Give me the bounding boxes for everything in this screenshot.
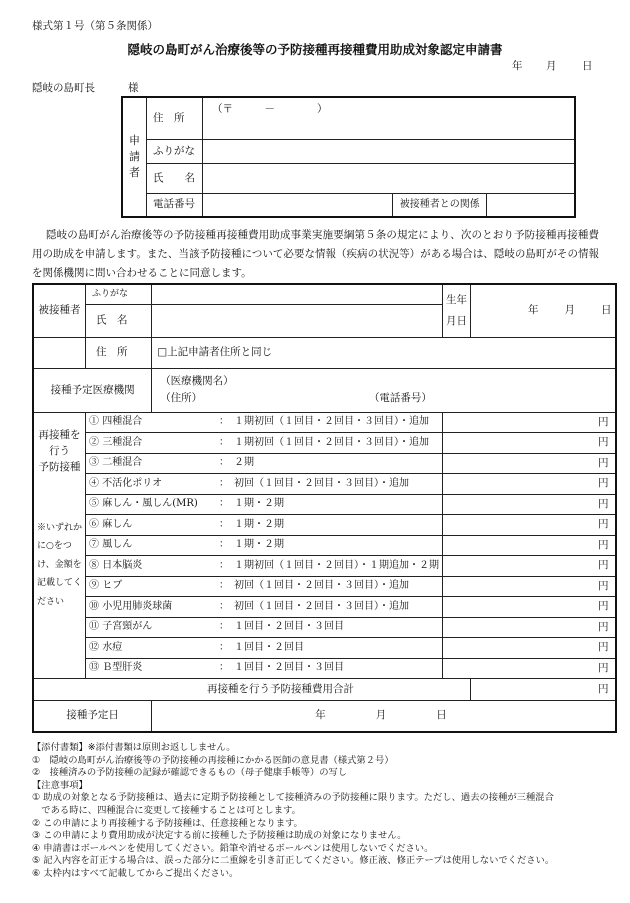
recipient-furigana-label: ふりがな (86, 284, 152, 304)
vaccine-row (33, 638, 616, 659)
vaccine-name: ⑪ 子宮頸がん (89, 621, 153, 633)
birthdate-label (443, 284, 471, 337)
vaccine-name: ⑦ 風しん (89, 539, 133, 551)
vaccine-note-line: ※いずれか (37, 522, 83, 533)
scheduled-date-label: 接種予定日 (33, 701, 152, 732)
scheduled-month-unit: 月 (375, 709, 387, 722)
vaccine-unit: 円 (598, 456, 609, 469)
scheduled-day-unit: 日 (436, 709, 447, 722)
institution-field[interactable] (152, 368, 616, 412)
main-form-table (32, 283, 617, 733)
recipient-name-field[interactable] (152, 304, 443, 337)
vaccine-amount-field[interactable] (443, 556, 616, 577)
applicant-phone-field[interactable] (202, 193, 392, 217)
same-address-checkbox[interactable]: □上記申請者住所と同じ (157, 346, 273, 359)
vaccine-section-label (33, 412, 86, 679)
date-day: 日 (582, 60, 593, 72)
vaccine-row (33, 617, 616, 638)
recipient-address-field[interactable] (152, 337, 616, 368)
vaccine-name: ② 三種混合 (89, 436, 143, 448)
vaccine-name-schedule[interactable] (86, 617, 443, 638)
vaccine-row (33, 597, 616, 618)
vaccine-name: ⑧ 日本脳炎 (89, 559, 143, 571)
vaccine-label-line: 再接種を (38, 428, 81, 441)
vaccine-unit: 円 (598, 477, 609, 490)
total-unit: 円 (598, 683, 609, 696)
vaccine-schedule: ： １回目・２回目・３回目 (219, 662, 345, 674)
vaccine-row (33, 535, 616, 556)
vaccine-schedule: ： 初回（１回目・２回目・３回目）・追加 (219, 477, 410, 489)
vaccine-amount-field[interactable] (443, 433, 616, 454)
vaccine-schedule: ： １期初回（１回目・２回目・３回目）・追加 (219, 416, 430, 428)
total-amount-field[interactable] (471, 679, 616, 701)
birth-day-unit: 日 (601, 304, 612, 317)
birthdate-label-line2: 月日 (446, 314, 468, 327)
attachment-item: ② 接種済みの予防接種の記録が確認できるもの（母子健康手帳等）の写し (32, 767, 348, 779)
applicant-furigana-field[interactable] (202, 139, 575, 163)
vaccine-row (33, 474, 616, 495)
vaccine-schedule: ： １回目・２回目 (219, 641, 305, 653)
recipient-furigana-field[interactable] (152, 284, 443, 304)
vaccine-schedule: ： 初回（１回目・２回目・３回目）・追加 (219, 600, 410, 612)
birth-month-unit: 月 (564, 304, 576, 317)
vaccine-note-line: け、金額を (37, 559, 82, 570)
vaccine-name-schedule[interactable] (86, 638, 443, 659)
applicant-phone-label: 電話番号 (147, 193, 203, 217)
birthdate-field[interactable] (471, 284, 616, 337)
date-year: 年 (512, 60, 523, 72)
vaccine-amount-field[interactable] (443, 576, 616, 597)
vaccine-unit: 円 (598, 661, 609, 674)
vaccine-amount-field[interactable] (443, 617, 616, 638)
vaccine-row (33, 412, 616, 433)
vaccine-note-line: ださい (37, 596, 65, 607)
applicant-address-field[interactable] (202, 97, 575, 139)
applicant-relation-label: 被接種者との関係 (393, 193, 487, 217)
form-number: 様式第１号（第５条関係） (32, 20, 158, 32)
applicant-relation-field[interactable] (487, 193, 575, 217)
vaccine-name: ④ 不活化ポリオ (89, 477, 163, 489)
vaccine-row (33, 433, 616, 454)
institution-label: 接種予定医療機関 (33, 368, 152, 412)
vaccine-schedule: ： １期初回（１回目・２回目・３回目）・追加 (219, 436, 430, 448)
vaccine-unit: 円 (598, 415, 609, 428)
recipient-section-label: 被接種者 (33, 284, 86, 337)
notes-heading: 【注意事項】 (32, 779, 88, 791)
attachments-heading: 【添付書類】※添付書類は原則お返ししません。 (32, 742, 236, 753)
vaccine-schedule: ： １回目・２回目・３回目 (219, 621, 345, 633)
applicant-section-label: 申請者 (122, 97, 147, 217)
birthdate-label-line1: 生年 (446, 293, 468, 306)
scheduled-year-unit: 年 (315, 709, 326, 722)
institution-phone-label: （電話番号） (374, 392, 432, 404)
vaccine-schedule: ： １期・２期 (219, 518, 285, 530)
applicant-furigana-label: ふりがな (147, 139, 203, 163)
vaccine-name-schedule[interactable] (86, 556, 443, 577)
vaccine-note-line: に○をつ (37, 541, 72, 551)
vaccine-row (33, 453, 616, 474)
note-item: ⑤ 記入内容を訂正する場合は、誤った部分に二重線を引き訂正してください。修正液、修正テープは使用しないでください。 (32, 855, 555, 867)
applicant-address-label: 住 所 (147, 97, 203, 139)
vaccine-unit: 円 (598, 600, 609, 613)
vaccine-row (33, 515, 616, 536)
vaccine-row (33, 556, 616, 577)
page-title: 隠岐の島町がん治療後等の予防接種再接種費用助成対象認定申請書 (127, 42, 503, 57)
addressee-name: 隠岐の島町長 (32, 82, 95, 94)
vaccine-name: ⑫ 水痘 (89, 641, 123, 653)
note-item: ④ 申請書はボールペンを使用してください。鉛筆や消せるボールペンは使用しないでください。 (32, 842, 434, 854)
vaccine-amount-field[interactable] (443, 412, 616, 433)
notes-section (32, 742, 612, 881)
vaccine-name-schedule[interactable] (86, 515, 443, 536)
vaccine-name-schedule[interactable] (86, 597, 443, 618)
vaccine-name: ⑬ Ｂ型肝炎 (89, 662, 143, 674)
vaccine-note-line: 記載してく (37, 578, 83, 588)
vaccine-name-schedule[interactable] (86, 535, 443, 556)
vaccine-amount-field[interactable] (443, 453, 616, 474)
vaccine-name: ⑥ 麻しん (89, 518, 133, 530)
vaccine-name: ⑩ 小児用肺炎球菌 (89, 600, 173, 612)
attachment-item: ① 隠岐の島町がん治療後等の予防接種の再接種にかかる医師の意見書（様式第２号） (32, 754, 394, 766)
vaccine-amount-field[interactable] (443, 658, 616, 679)
vaccine-schedule: ： １期・２期 (219, 539, 285, 551)
institution-name-label: （医療機関名） (160, 375, 234, 387)
total-label: 再接種を行う予防接種費用合計 (33, 679, 471, 701)
vaccine-name-schedule[interactable] (86, 576, 443, 597)
vaccine-schedule: ： １期・２期 (219, 498, 285, 510)
vaccine-row (33, 576, 616, 597)
note-item: ③ この申請により費用助成が決定する前に接種した予防接種は助成の対象になりません。 (32, 830, 407, 842)
institution-address-label: （住所） (160, 392, 203, 404)
vaccine-name-schedule[interactable] (86, 474, 443, 495)
vaccine-schedule: ： １期初回（１回目・２回目）・１期追加・２期 (219, 559, 440, 571)
postal-code-template: （〒 － ） (211, 102, 328, 115)
vaccine-label-line: 予防接種 (38, 460, 81, 473)
vaccine-row (33, 494, 616, 515)
vaccine-unit: 円 (598, 559, 609, 572)
vaccine-name: ① 四種混合 (89, 416, 143, 428)
vaccine-label-line: 行う (49, 444, 70, 457)
vaccine-name-schedule[interactable] (86, 412, 443, 433)
vaccine-unit: 円 (598, 497, 609, 510)
intro-paragraph: 隠岐の島町がん治療後等の予防接種再接種費用助成事業実施要綱第５条の規定により、次のとおり予防接種再接種費用の助成を申請します。また、当該予防接種について必要な情報（疾病の状況等）がある場合は、隠岐の島町がその情報を関係機関に問い合わせることに同意します。 (32, 229, 599, 279)
vaccine-name-schedule[interactable] (86, 453, 443, 474)
vaccine-name: ③ 二種混合 (89, 457, 143, 469)
vaccine-name: ⑤ 麻しん・風しん(MR) (89, 498, 198, 510)
recipient-address-label: 住 所 (86, 337, 152, 368)
vaccine-schedule: ： ２期 (219, 457, 255, 469)
vaccine-unit: 円 (598, 538, 609, 551)
addressee-honorific: 様 (128, 82, 139, 94)
vaccine-schedule: ： 初回（１回目・２回目・３回目）・追加 (219, 580, 410, 592)
note-item: ② この申請により再接種する予防接種は、任意接種となります。 (32, 817, 303, 829)
vaccine-unit: 円 (598, 436, 609, 449)
date-month: 月 (546, 60, 557, 72)
vaccine-unit: 円 (598, 579, 609, 592)
vaccine-amount-field[interactable] (443, 474, 616, 495)
vaccine-amount-field[interactable] (443, 638, 616, 659)
note-item: である時に、四種混合に変更して接種することは可とします。 (32, 804, 301, 816)
vaccine-name-schedule[interactable] (86, 494, 443, 515)
vaccine-row (33, 658, 616, 679)
vaccine-amount-field[interactable] (443, 597, 616, 618)
applicant-name-field[interactable] (202, 163, 575, 193)
vaccine-unit: 円 (598, 518, 609, 531)
birth-year-unit: 年 (528, 304, 539, 317)
applicant-name-label: 氏 名 (147, 163, 203, 193)
vaccine-amount-field[interactable] (443, 515, 616, 536)
vaccine-amount-field[interactable] (443, 494, 616, 515)
vaccine-unit: 円 (598, 641, 609, 654)
vaccine-name-schedule[interactable] (86, 658, 443, 679)
vaccine-amount-field[interactable] (443, 535, 616, 556)
scheduled-date-field[interactable] (152, 701, 616, 732)
note-item: ① 助成の対象となる予防接種は、過去に定期予防接種として接種済みの予防接種に限ります。ただし、過去の接種が三種混合 (32, 792, 554, 804)
vaccine-unit: 円 (598, 620, 609, 633)
recipient-name-label: 氏 名 (86, 304, 152, 337)
recipient-address-blank (33, 337, 86, 368)
vaccine-name-schedule[interactable] (86, 433, 443, 454)
note-item: ⑥ 太枠内はすべて記載してからご提出ください。 (32, 867, 239, 879)
vaccine-name: ⑨ ヒブ (89, 580, 123, 592)
applicant-table (121, 96, 576, 218)
